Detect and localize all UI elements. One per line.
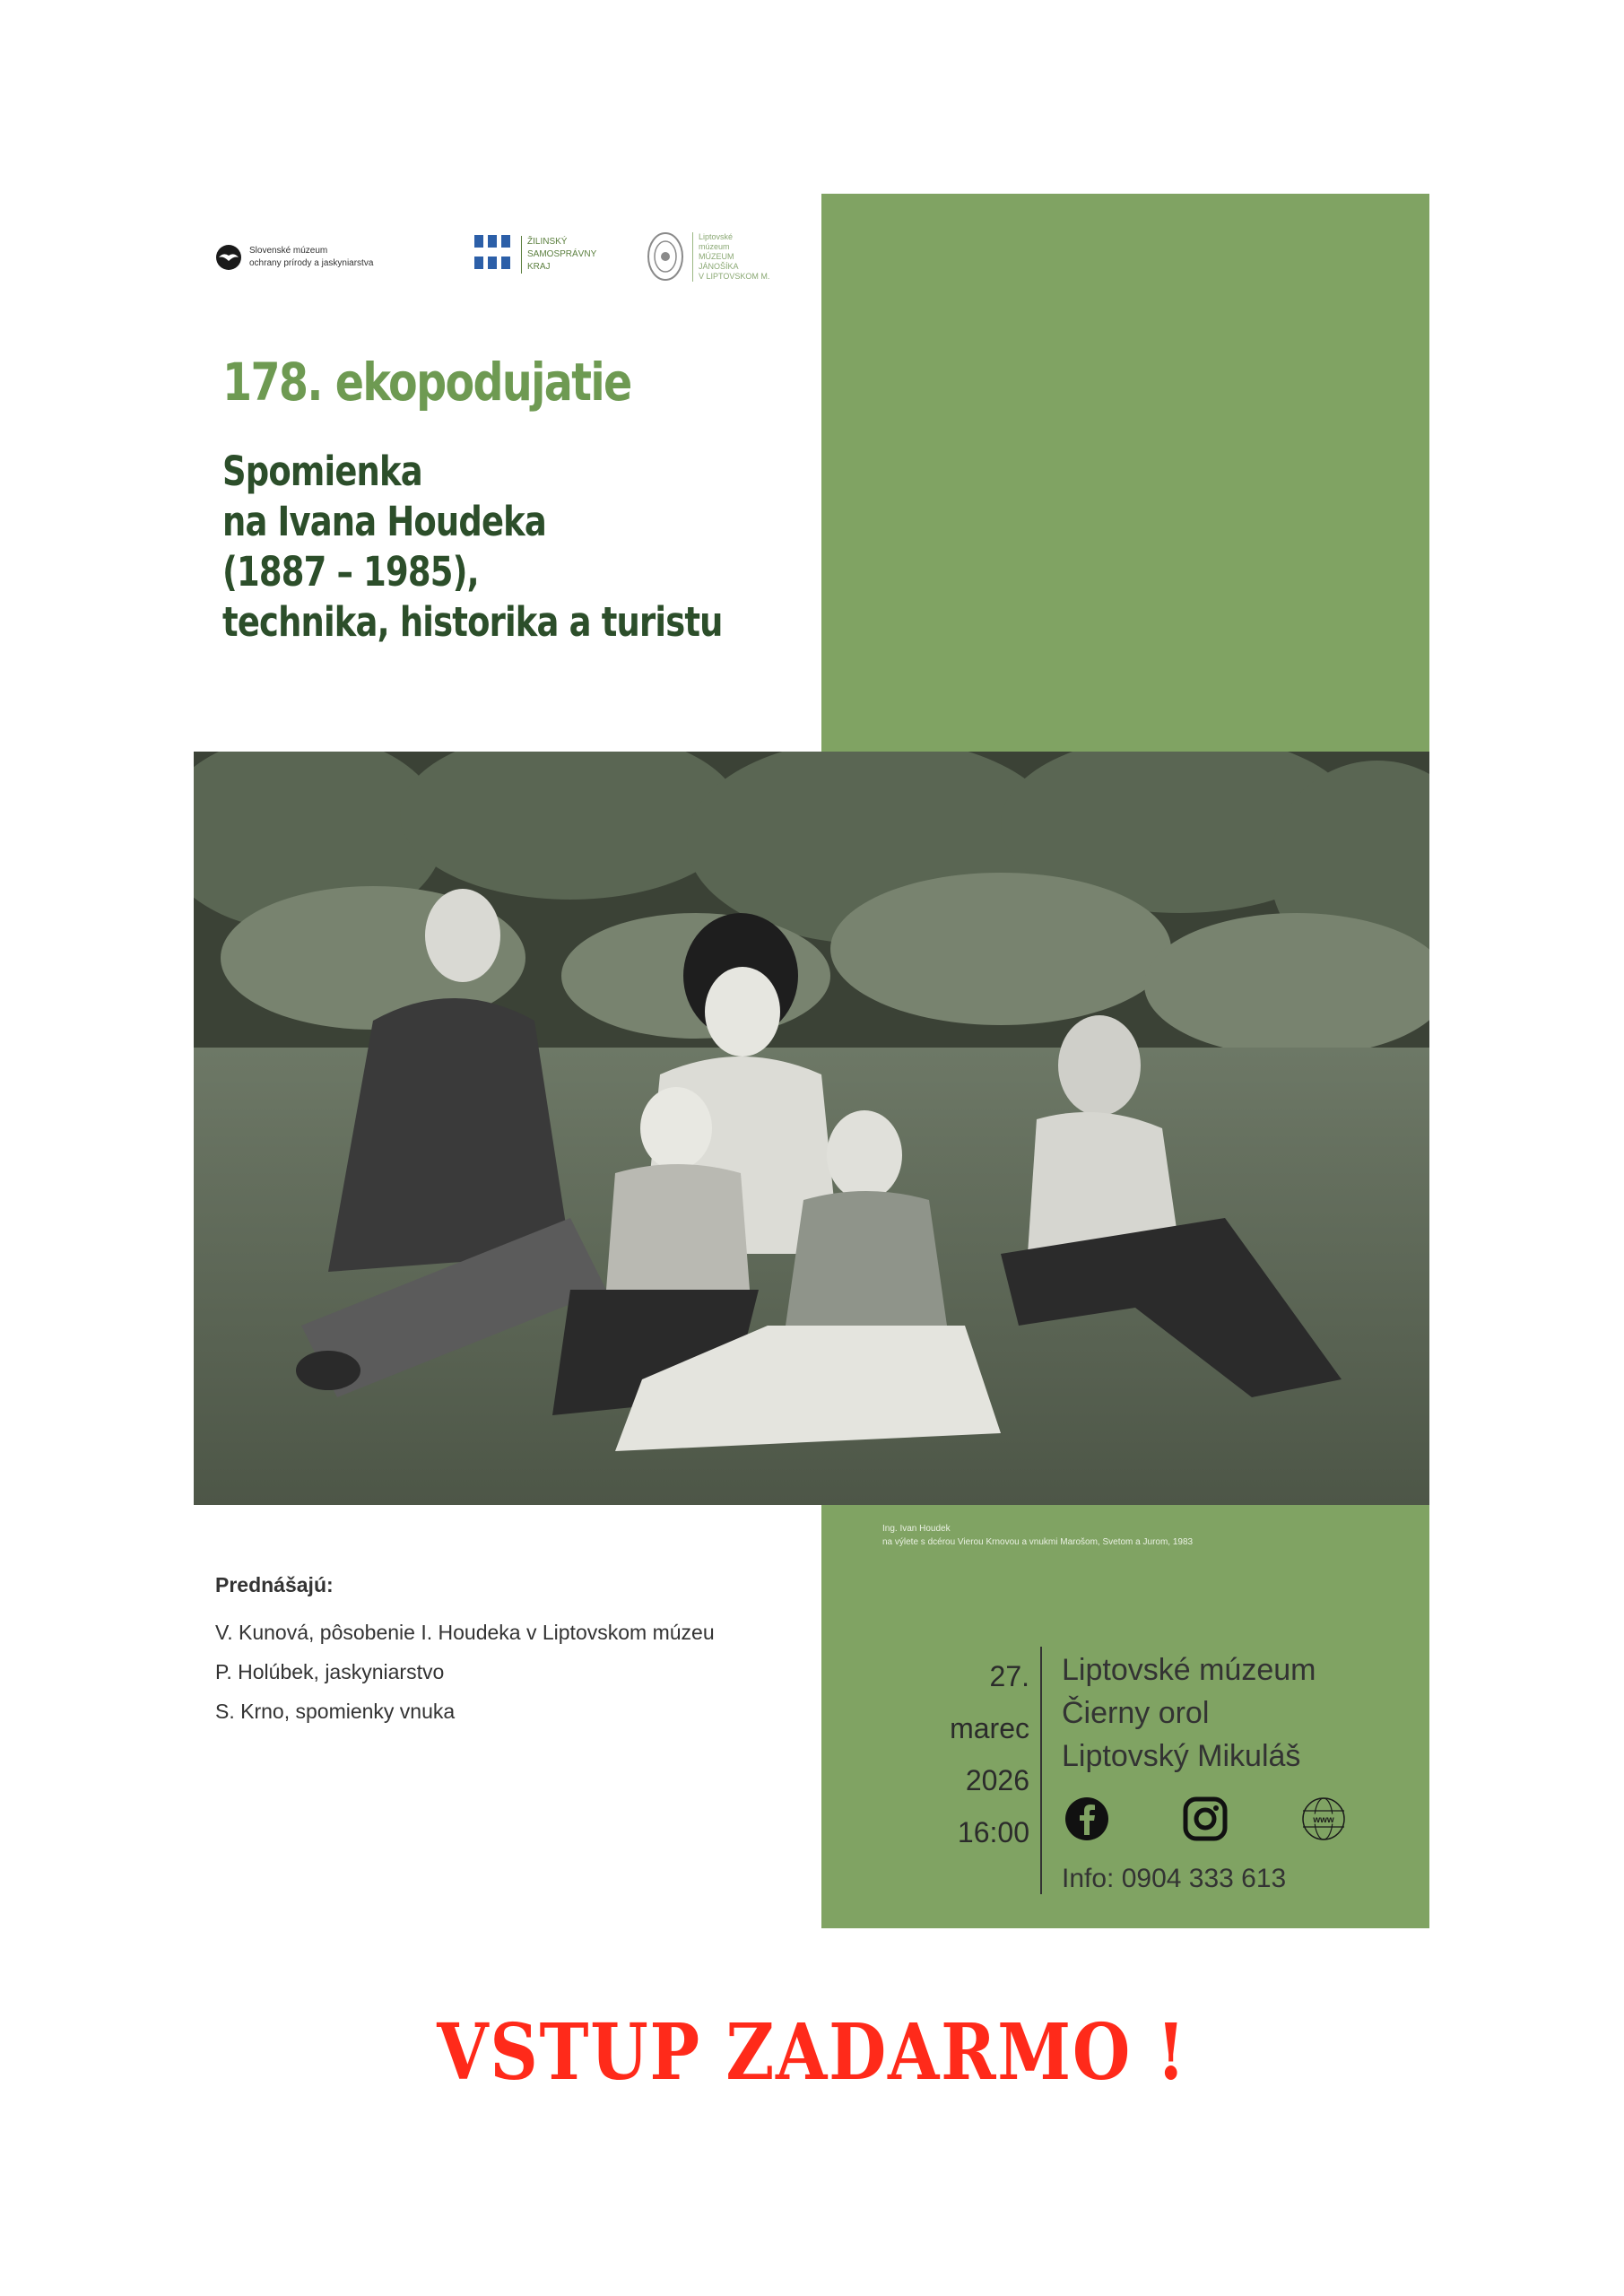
www-label: www [1313,1815,1334,1825]
www-icon[interactable] [1300,1796,1347,1842]
event-poster [194,194,1429,1928]
free-entry-banner: VSTUP ZADARMO ! [437,2007,1187,2098]
venue-line: Liptovský Mikuláš [1062,1739,1301,1773]
speakers-section [215,1573,798,1737]
event-number: 178. ekopodujatie [222,352,631,413]
title-line: na Ivana Houdeka [222,498,546,545]
logo-smopaj [215,244,373,271]
seal-icon [646,230,685,283]
coat-of-arms-icon [471,230,514,280]
event-year: 2026 [965,1764,1029,1796]
logo-lm-text: Liptovské múzeum MÚZEUM JÁNOŠÍKA V LIPTOVSKOM M. [692,232,769,282]
title-line: Spomienka [222,448,422,495]
bat-logo-icon [215,244,242,271]
title-line: technika, historika a turistu [222,598,723,646]
event-datetime [861,1650,1029,1858]
caption-line: na výlete s dcérou Vierou Krnovou a vnukmi Marošom, Svetom a Jurom, 1983 [882,1537,1194,1547]
venue-line: Čierny orol [1062,1696,1210,1730]
event-time: 16:00 [957,1816,1029,1848]
event-venue [1062,1648,1316,1778]
logo-lm [646,230,769,283]
speaker-item: P. Holúbek, jaskyniarstvo [215,1660,445,1683]
speaker-item: S. Krno, spomienky vnuka [215,1700,456,1723]
title-line: (1887 – 1985), [222,548,479,596]
event-day: 27. [989,1660,1029,1692]
partner-logos [215,230,807,310]
photo-caption [882,1522,1193,1549]
venue-line: Liptovské múzeum [1062,1653,1316,1687]
caption-line: Ing. Ivan Houdek [882,1524,951,1534]
speaker-item: V. Kunová, pôsobenie I. Houdeka v Liptovskom múzeu [215,1621,715,1644]
event-title [222,447,723,648]
logo-zsk [471,230,596,280]
event-month: marec [950,1712,1029,1744]
green-panel-top [821,194,1429,752]
instagram-icon[interactable] [1182,1796,1229,1842]
family-photo [194,752,1429,1505]
social-links [1064,1796,1359,1842]
speakers-heading: Prednášajú: [215,1573,334,1596]
logo-smopaj-text: Slovenské múzeum ochrany prírody a jaskyniarstva [249,246,374,268]
logo-zsk-text: ŽILINSKÝ SAMOSPRÁVNY KRAJ [521,236,596,274]
info-phone: Info: 0904 333 613 [1062,1864,1287,1893]
facebook-icon[interactable] [1064,1796,1110,1842]
divider-line [1040,1647,1042,1894]
family-photo-illustration [194,752,1429,1505]
